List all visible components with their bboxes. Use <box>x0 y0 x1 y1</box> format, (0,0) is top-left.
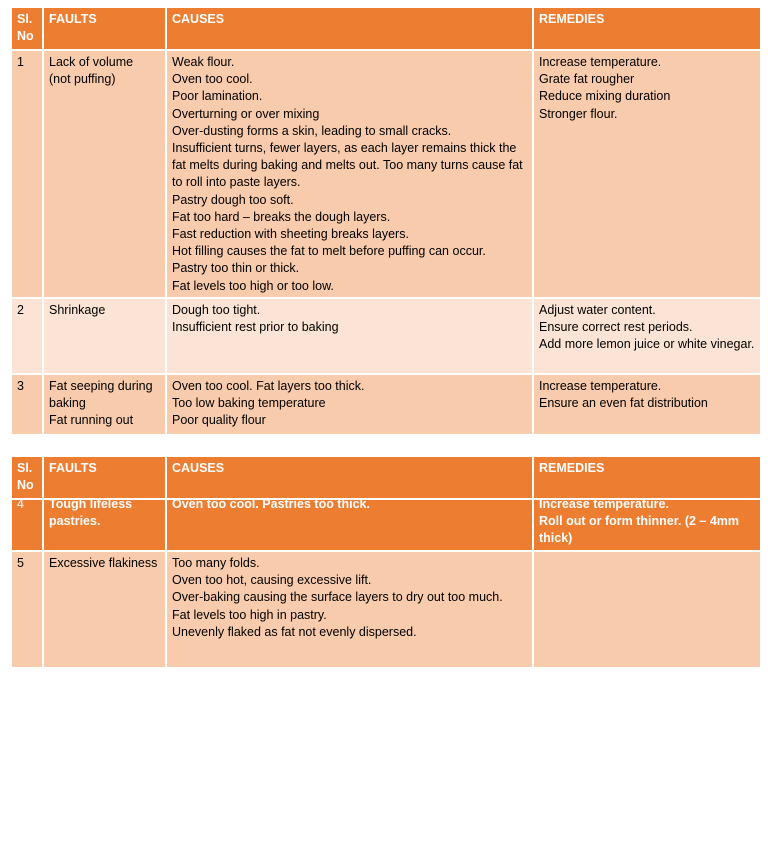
row-sl-no: 5 <box>12 552 44 667</box>
row-fault: Lack of volume (not puffing) <box>44 51 167 297</box>
row-fault: Fat seeping during baking Fat running out <box>44 375 167 434</box>
row-causes: Dough too tight. Insufficient rest prior to baking <box>167 299 534 373</box>
row-fault: Tough lifeless pastries. <box>44 500 167 550</box>
header-remedies: REMEDIES <box>539 12 605 26</box>
row-sl-no: 1 <box>12 51 44 297</box>
row-causes: Weak flour. Oven too cool. Poor lamination. Overturning or over mixing Over-dusting forms a skin, leading to small cracks. Insufficient turns, fewer layers, as each layer remains thick the fat melts during baking and melts out. Too many turns cause fat to roll into paste layers. Pastry dough too soft. Fat too hard – breaks the dough layers. Fast reduction with sheeting breaks layers. Hot filling causes the fat to melt before puffing can occur. Pastry too thin or thick. Fat levels too high or too low. <box>167 51 534 297</box>
faults-table-1 <box>12 8 760 434</box>
row-fault: Shrinkage <box>44 299 167 373</box>
table-row <box>12 375 760 434</box>
row-sl-no: 3 <box>12 375 44 434</box>
row-fault: Excessive flakiness <box>44 552 167 667</box>
row-causes: Oven too cool. Pastries too thick. <box>167 500 534 550</box>
table-row <box>12 552 760 667</box>
row-causes: Oven too cool. Fat layers too thick. Too low baking temperature Poor quality flour <box>167 375 534 434</box>
table-row <box>12 51 760 299</box>
header-causes: CAUSES <box>167 457 534 498</box>
header-faults: FAULTS <box>44 8 167 49</box>
header-sl-no: Sl. No <box>12 457 44 498</box>
header-remedies: REMEDIES <box>539 461 605 475</box>
header-faults: FAULTS <box>44 457 167 498</box>
table-row <box>12 299 760 375</box>
table-header-row <box>12 457 760 500</box>
header-causes: CAUSES <box>167 8 534 49</box>
row-sl-no: 4 <box>12 500 44 550</box>
table-header-row <box>12 8 760 51</box>
table-row <box>12 500 760 552</box>
row-remedies: Increase temperature. Roll out or form thinner. (2 – 4mm thick) <box>539 500 740 546</box>
row-remedies: Adjust water content. Ensure correct rest periods. Add more lemon juice or white vinegar. <box>539 303 755 352</box>
header-sl-no: Sl. No <box>12 8 44 49</box>
row-remedies: Increase temperature. Grate fat rougher Reduce mixing duration Stronger flour. <box>539 55 671 121</box>
row-sl-no: 2 <box>12 299 44 373</box>
row-causes: Too many folds. Oven too hot, causing excessive lift. Over-baking causing the surface layers to dry out too much. Fat levels too high in pastry. Unevenly flaked as fat not evenly dispersed. <box>167 552 534 667</box>
row-remedies: Increase temperature. Ensure an even fat distribution <box>539 379 708 411</box>
row-remedies <box>534 552 760 667</box>
faults-table-2 <box>12 457 760 667</box>
